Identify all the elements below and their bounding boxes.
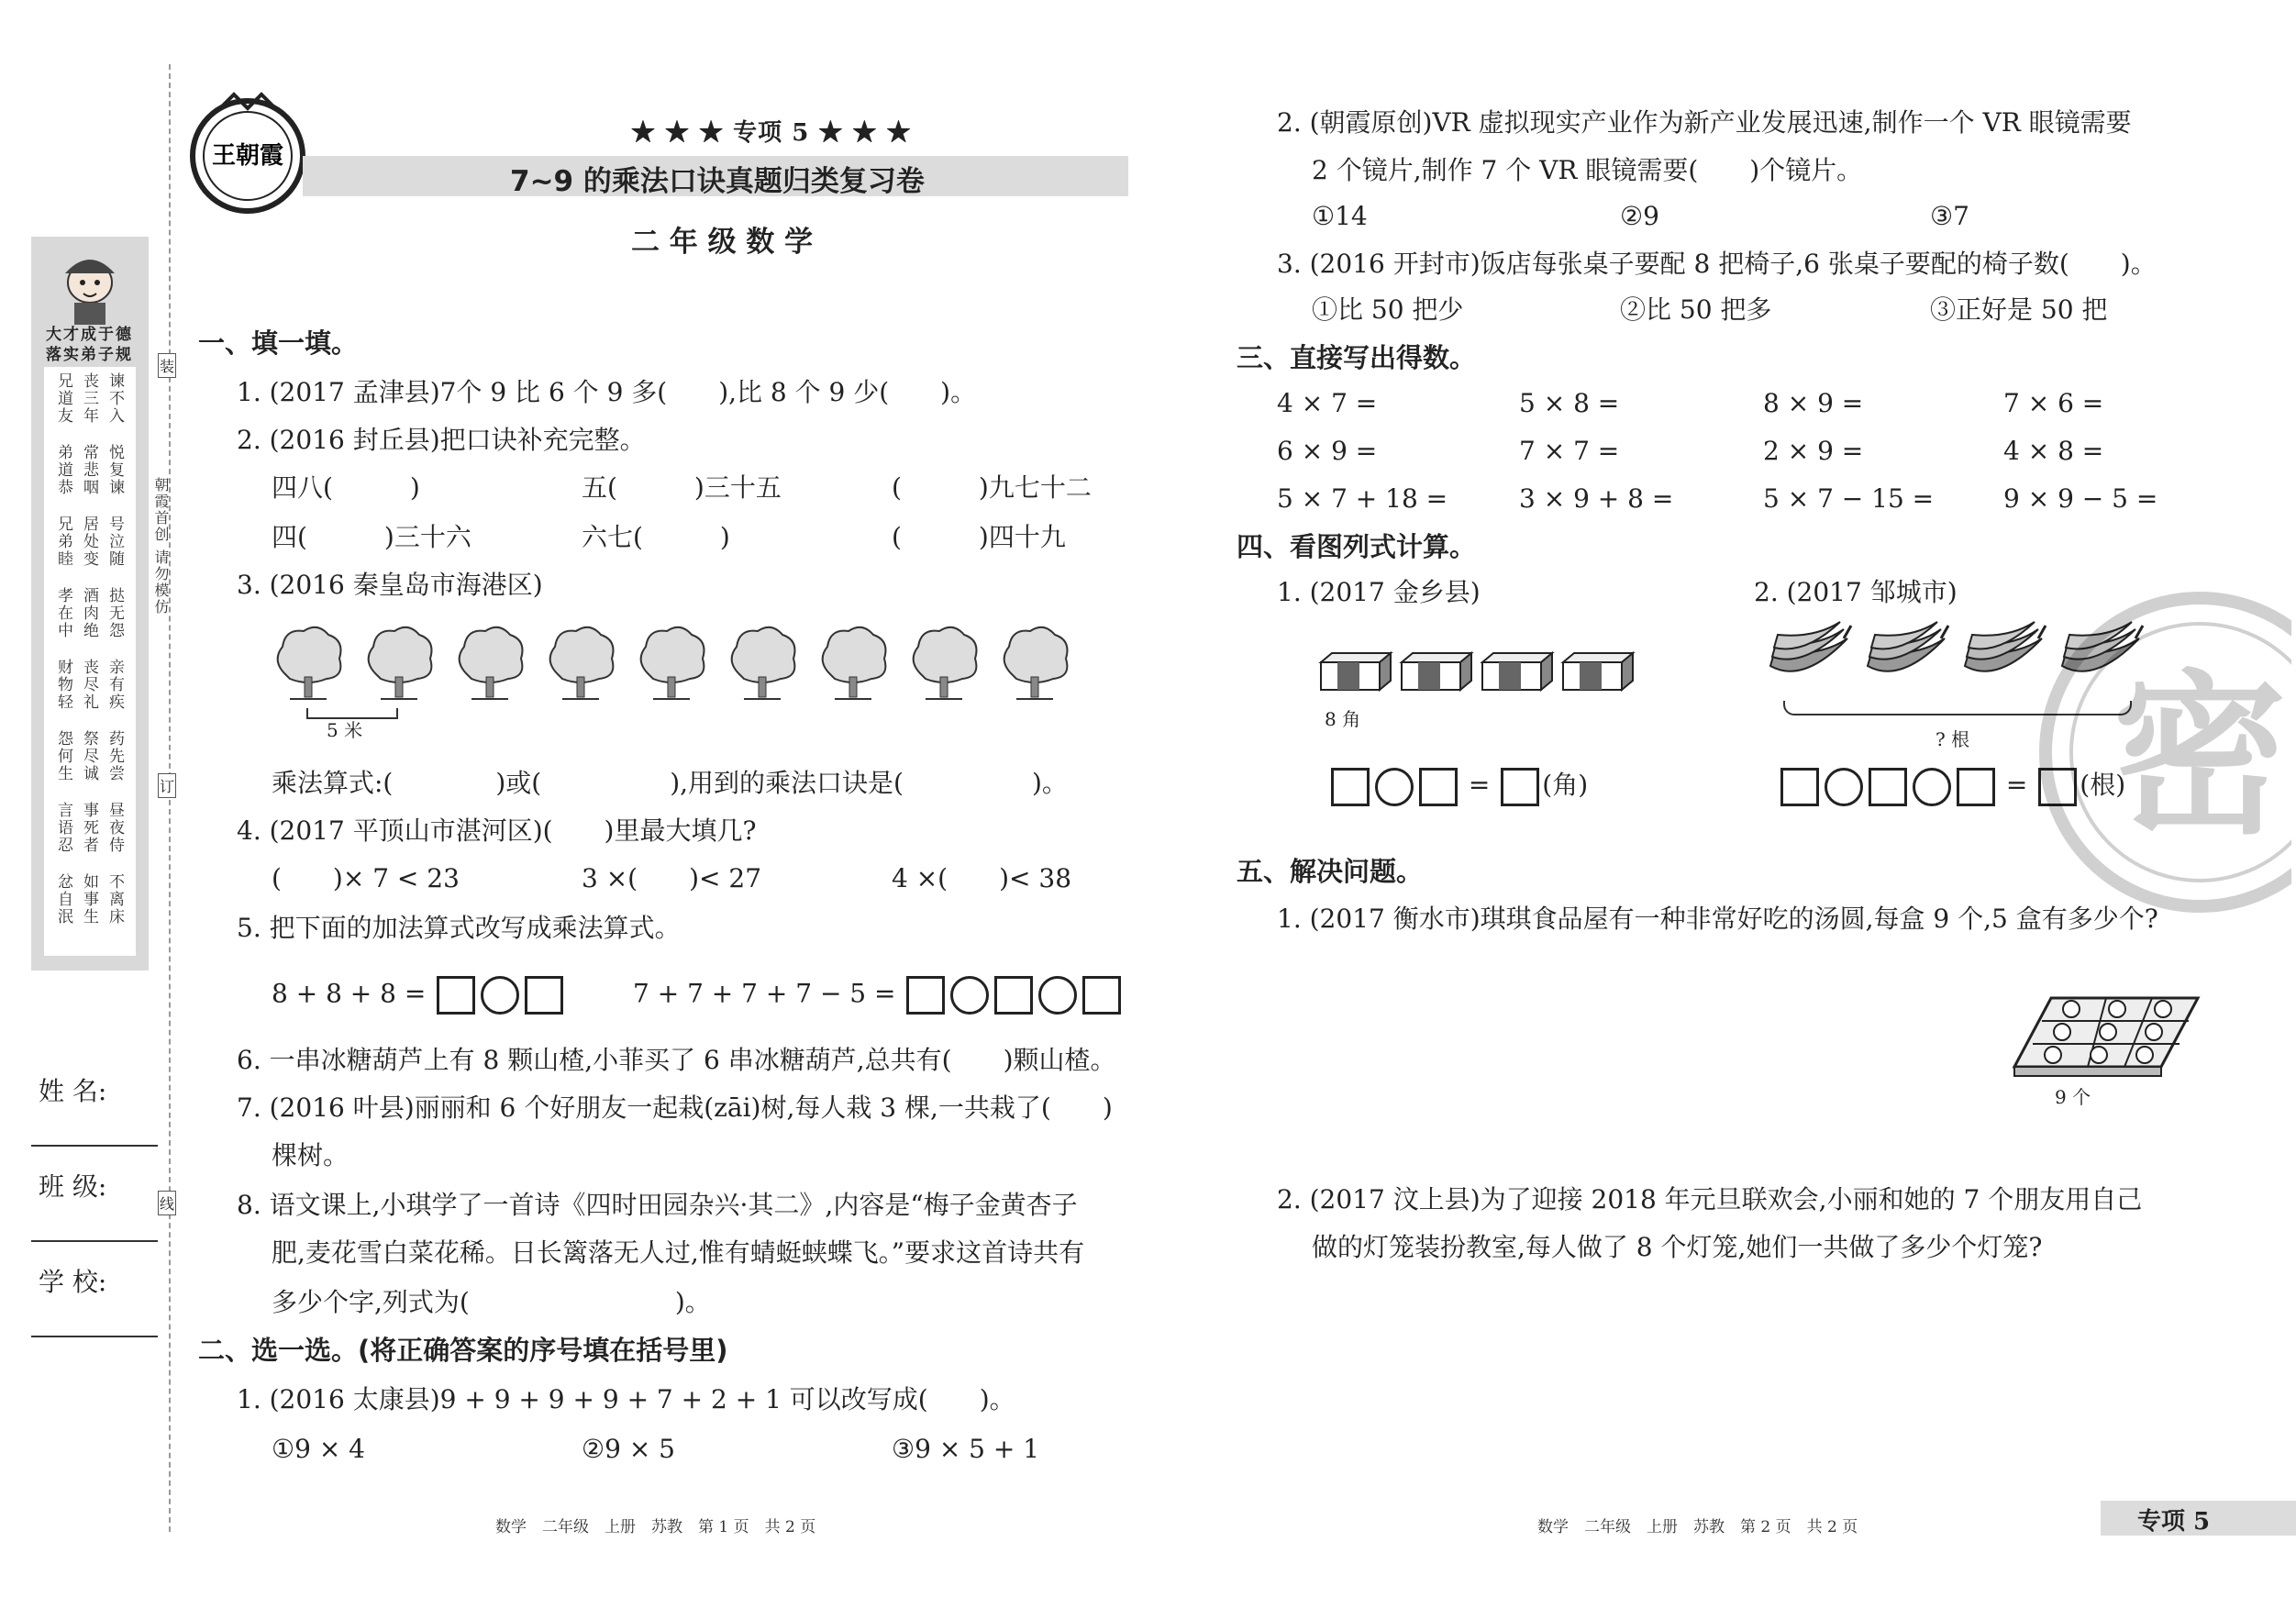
dumpling-count-label: 9 个 — [2055, 1086, 2091, 1108]
word-problem-1: 1. (2017 衡水市)琪琪食品屋有一种非常好吃的汤圆,每盒 9 个,5 盒有多少个? — [1277, 904, 2158, 934]
calc-item: 5 × 7 + 18 = — [1277, 483, 1448, 514]
poem-column: 不离床 — [105, 873, 124, 926]
calc-item: 3 × 9 + 8 = — [1519, 483, 1674, 514]
section-2-heading: 二、选一选。(将正确答案的序号填在括号里) — [198, 1335, 728, 1366]
poem-column: 弟道恭 — [54, 444, 72, 496]
choice-q3-option-3[interactable]: ③正好是 50 把 — [1930, 294, 2108, 325]
stamp-char: 密 — [2112, 655, 2288, 858]
q7-line-2: 棵树。 — [272, 1140, 349, 1170]
tree-icon — [816, 624, 890, 706]
tree-icon — [726, 624, 799, 706]
section-5-heading: 五、解决问题。 — [1237, 856, 1424, 887]
q5-equation-1 — [272, 976, 566, 1015]
footer-left: 数学 二年级 上册 苏教 第 1 页 共 2 页 — [495, 1518, 816, 1536]
answer-box[interactable] — [1331, 768, 1370, 806]
poem-column: 谏不入 — [105, 372, 124, 425]
topic-label: ★ ★ ★ 专项 5 ★ ★ ★ — [631, 119, 912, 147]
q6: 6. 一串冰糖葫芦上有 8 颗山楂,小菲买了 6 串冰糖葫芦,总共有( )颗山楂。 — [237, 1045, 1116, 1075]
q5-eq1-text: 8 + 8 + 8 = — [272, 978, 427, 1009]
eraser-price-label: 8 角 — [1325, 708, 1361, 730]
q4: 4. (2017 平顶山市湛河区)( )里最大填几? — [237, 815, 757, 846]
motto-line-2: 落实弟子规 — [46, 346, 133, 364]
eraser-icon — [1559, 649, 1636, 693]
q1: 1. (2017 孟津县)7个 9 比 6 个 9 多( ),比 8 个 9 少( )。 — [237, 377, 977, 407]
subtitle: 二 年 级 数 学 — [631, 226, 814, 259]
poem-column: 悦复谏 — [105, 444, 124, 496]
picture-q1-equation: = (角) — [1328, 765, 1588, 806]
calc-item: 4 × 7 = — [1277, 388, 1378, 418]
q2-item-2: 五( )三十五 — [582, 472, 782, 503]
answer-box[interactable] — [437, 976, 475, 1015]
operator-circle[interactable] — [1825, 768, 1863, 806]
choice-q3-option-2[interactable]: ②比 50 把多 — [1620, 294, 1772, 325]
picture-q1: 1. (2017 金乡县) — [1277, 577, 1481, 607]
cut-mark-2: 订 — [158, 773, 176, 798]
operator-circle[interactable] — [950, 976, 989, 1015]
q3-answer-line: 乘法算式:( )或( ),用到的乘法口诀是( )。 — [272, 768, 1068, 798]
q2-item-6: ( )四十九 — [892, 522, 1066, 552]
poem-column: 挞无怨 — [105, 587, 124, 639]
eraser-icon — [1479, 649, 1556, 693]
tree-icon — [362, 624, 436, 706]
poem-column: 兄道友 — [54, 372, 72, 425]
calc-item: 6 × 9 = — [1277, 436, 1378, 466]
q8-line-3: 多少个字,列式为( )。 — [272, 1287, 711, 1317]
poem-column: 亲有疾 — [105, 659, 124, 711]
tree-icon — [453, 624, 527, 706]
choice-q1: 1. (2016 太康县)9 + 9 + 9 + 9 + 7 + 2 + 1 可以改写成( )。 — [237, 1384, 1015, 1414]
q5: 5. 把下面的加法算式改写成乘法算式。 — [237, 913, 681, 943]
poem-column: 丧三年 — [80, 372, 98, 425]
q2: 2. (2016 封丘县)把口诀补充完整。 — [237, 425, 646, 455]
choice-q2-option-3[interactable]: ③7 — [1930, 201, 1969, 231]
poem-column: 药先尝 — [105, 730, 124, 782]
q2-item-3: ( )九七十二 — [892, 472, 1092, 503]
operator-circle[interactable] — [1038, 976, 1077, 1015]
answer-box[interactable] — [1419, 768, 1458, 806]
q2-item-5: 六七( ) — [582, 522, 730, 552]
name-label: 姓 名: — [39, 1076, 107, 1106]
poem-column: 怨何生 — [54, 730, 72, 782]
choice-q1-option-3[interactable]: ③9 × 5 + 1 — [892, 1434, 1040, 1464]
calc-item: 7 × 6 = — [2003, 388, 2104, 418]
poem-column: 忿自泯 — [54, 873, 72, 926]
answer-box[interactable] — [525, 976, 563, 1015]
q2-item-1: 四八( ) — [272, 472, 420, 503]
q5-eq2-text: 7 + 7 + 7 + 7 − 5 = — [633, 978, 896, 1009]
cut-mark-1: 装 — [158, 353, 176, 378]
school-label: 学 校: — [39, 1267, 107, 1297]
scholar-figure-icon — [49, 246, 131, 328]
banana-bunch-icon — [1767, 620, 1855, 690]
logo-icon — [183, 90, 312, 218]
choice-q3: 3. (2016 开封市)饭店每张桌子要配 8 把椅子,6 张桌子要配的椅子数( )。 — [1277, 249, 2157, 279]
section-3-heading: 三、直接写出得数。 — [1237, 342, 1477, 373]
section-4-heading: 四、看图列式计算。 — [1237, 531, 1477, 562]
operator-circle[interactable] — [1375, 768, 1414, 806]
margin-dash-line — [169, 64, 171, 1532]
q4-item-2: 3 ×( )< 27 — [582, 863, 762, 893]
tree-icon — [544, 624, 617, 706]
eraser-row — [1317, 649, 1647, 697]
choice-q2-line-1: 2. (朝霞原创)VR 虚拟现实产业作为新产业发展迅速,制作一个 VR 眼镜需要 — [1277, 107, 2132, 138]
copyright-note: 朝霞首创 请勿模仿 — [152, 477, 170, 616]
tree-icon — [998, 624, 1071, 706]
choice-q1-option-1[interactable]: ①9 × 4 — [272, 1434, 365, 1464]
poem-column: 昼夜侍 — [105, 802, 124, 854]
picture-q2: 2. (2017 邹城市) — [1754, 577, 1958, 607]
answer-box[interactable] — [1082, 976, 1121, 1015]
choice-q2-option-1[interactable]: ①14 — [1312, 201, 1368, 231]
choice-q2-option-2[interactable]: ②9 — [1620, 201, 1659, 231]
dumpling-box-icon — [2005, 989, 2207, 1081]
tree-distance-label: 5 米 — [327, 719, 363, 741]
operator-circle[interactable] — [481, 976, 519, 1015]
footer-tag: 专项 5 — [2137, 1508, 2211, 1536]
calc-item: 5 × 7 − 15 = — [1763, 483, 1935, 514]
class-field[interactable] — [31, 1240, 158, 1242]
page-title: 7~9 的乘法口诀真题归类复习卷 — [510, 165, 925, 198]
answer-box[interactable] — [1957, 768, 1995, 806]
poem-column: 如事生 — [80, 873, 98, 926]
poem-column: 言语忍 — [54, 802, 72, 854]
poem-column: 常悲咽 — [80, 444, 98, 496]
cut-mark-3: 线 — [158, 1191, 176, 1215]
section-1-heading: 一、填一填。 — [198, 327, 359, 359]
calc-item: 8 × 9 = — [1763, 388, 1864, 418]
logo-text: 王朝霞 — [211, 142, 284, 170]
poem-column: 孝在中 — [54, 587, 72, 639]
motto-line-1: 大才成于德 — [46, 326, 133, 344]
poem-column: 号泣随 — [105, 516, 124, 568]
calc-item: 5 × 8 = — [1519, 388, 1620, 418]
poem-column: 居处变 — [80, 516, 98, 568]
calc-item: 7 × 7 = — [1519, 436, 1620, 466]
banana-bunch-icon — [1864, 620, 1952, 690]
word-problem-2-line-1: 2. (2017 汶上县)为了迎接 2018 年元旦联欢会,小丽和她的 7 个朋友用自己 — [1277, 1184, 2143, 1214]
q4-item-1: ( )× 7 < 23 — [272, 863, 460, 893]
answer-box[interactable] — [994, 976, 1033, 1015]
q5-equation-2 — [633, 976, 1124, 1015]
confidential-stamp-icon — [2035, 587, 2291, 917]
q8-line-1: 8. 语文课上,小琪学了一首诗《四时田园杂兴·其二》,内容是“梅子金黄杏子 — [237, 1190, 1078, 1220]
banana-count-label: ? 根 — [1936, 728, 1970, 750]
poem-column: 财物轻 — [54, 659, 72, 711]
q7-line-1: 7. (2016 叶县)丽丽和 6 个好朋友一起栽(zāi)树,每人栽 3 棵,一共栽了( ) — [237, 1092, 1113, 1123]
tree-icon — [907, 624, 981, 706]
choice-q3-option-1[interactable]: ①比 50 把少 — [1312, 294, 1464, 325]
q4-item-3: 4 ×( )< 38 — [892, 863, 1072, 893]
calc-item: 2 × 9 = — [1763, 436, 1864, 466]
unit-label: (角) — [1542, 770, 1589, 800]
word-problem-2-line-2: 做的灯笼装扮教室,每人做了 8 个灯笼,她们一共做了多少个灯笼? — [1312, 1232, 2043, 1262]
q3: 3. (2016 秦皇岛市海港区) — [237, 570, 543, 600]
picture-q2-equation: = (根) — [1778, 765, 2125, 806]
q8-line-2: 肥,麦花雪白菜花稀。日长篱落无人过,惟有蜻蜓蛱蝶飞。”要求这首诗共有 — [272, 1237, 1085, 1268]
answer-box[interactable] — [1501, 768, 1539, 806]
poem-column: 祭尽诚 — [80, 730, 98, 782]
poem-column: 事死者 — [80, 802, 98, 854]
poem-column: 兄弟睦 — [54, 516, 72, 568]
poem-column: 酒肉绝 — [80, 587, 98, 639]
tree-icon — [272, 624, 345, 706]
poem-column: 丧尽礼 — [80, 659, 98, 711]
name-field[interactable] — [31, 1145, 158, 1147]
eraser-icon — [1317, 649, 1394, 693]
q2-item-4: 四( )三十六 — [272, 522, 471, 552]
answer-box[interactable] — [906, 976, 945, 1015]
operator-circle[interactable] — [1913, 768, 1951, 806]
school-field[interactable] — [31, 1336, 158, 1337]
tree-icon — [635, 624, 708, 706]
answer-box[interactable] — [1780, 768, 1819, 806]
choice-q1-option-2[interactable]: ②9 × 5 — [582, 1434, 675, 1464]
footer-right: 数学 二年级 上册 苏教 第 2 页 共 2 页 — [1537, 1518, 1858, 1536]
calc-item: 4 × 8 = — [2003, 436, 2104, 466]
unit-label: (根) — [2080, 770, 2126, 800]
class-label: 班 级: — [39, 1171, 107, 1202]
choice-q2-line-2: 2 个镜片,制作 7 个 VR 眼镜需要( )个镜片。 — [1312, 155, 1863, 185]
answer-box[interactable] — [1869, 768, 1907, 806]
calc-item: 9 × 9 − 5 = — [2003, 483, 2158, 514]
eraser-icon — [1398, 649, 1475, 693]
